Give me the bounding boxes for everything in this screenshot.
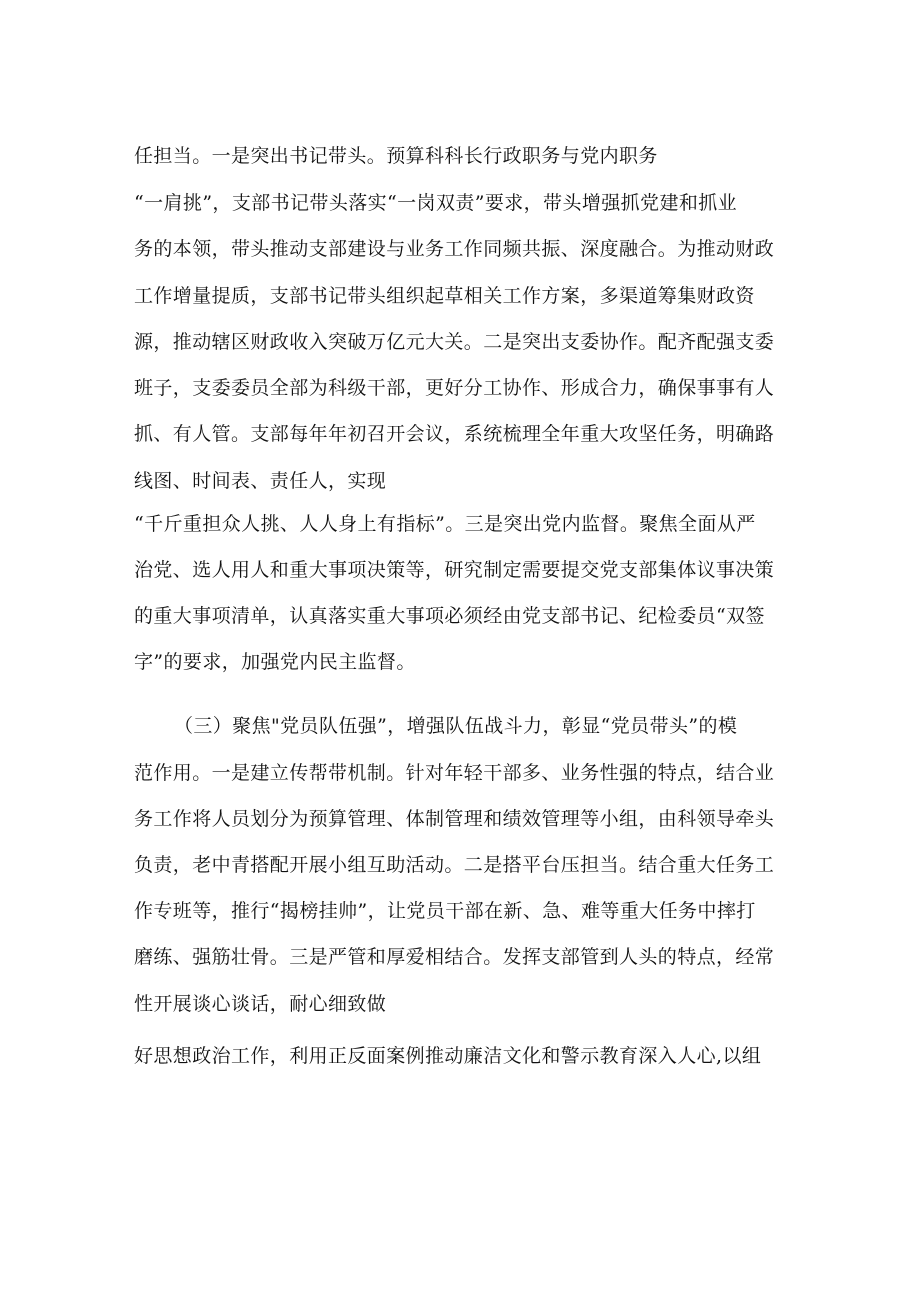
text-line: 源，推动辖区财政收入突破万亿元大关。二是突出支委协作。配齐配强支委: [134, 331, 775, 353]
text-line: 性开展谈心谈话，耐心细致做: [134, 993, 387, 1015]
text-line: 治党、选人用人和重大事项决策等，研究制定需要提交党支部集体议事决策: [134, 559, 775, 581]
text-line: 线图、时间表、责任人，实现: [134, 470, 387, 492]
text-line: 任担当。一是突出书记带头。预算科科长行政职务与党内职务: [134, 145, 658, 167]
text-line: 负责，老中青搭配开展小组互助活动。二是搭平台压担当。结合重大任务工: [134, 854, 775, 876]
text-line: 务的本领，带头推动支部建设与业务工作同频共振、深度融合。为推动财政: [134, 238, 775, 260]
text-line: “千斤重担众人挑、人人身上有指标”。三是突出党内监督。聚焦全面从严: [134, 513, 756, 535]
text-line: 的重大事项清单，认真落实重大事项必须经由党支部书记、纪检委员“双签: [134, 605, 765, 627]
text-line: 班子，支委委员全部为科级干部，更好分工协作、形成合力，确保事事有人: [134, 377, 775, 399]
text-line: “一肩挑”，支部书记带头落实“一岗双责”要求，带头增强抓党建和抓业: [134, 192, 738, 214]
text-line: 务工作将人员划分为预算管理、体制管理和绩效管理等小组，由科领导牵头: [134, 808, 775, 830]
text-line: 抓、有人管。支部每年年初召开会议，系统梳理全年重大攻坚任务，明确路: [134, 423, 775, 445]
text-line: 作专班等，推行“揭榜挂帅”，让党员干部在新、急、难等重大任务中摔打: [134, 900, 756, 922]
text-line: 磨练、强筋壮骨。三是严管和厚爱相结合。发挥支部管到人头的特点，经常: [134, 946, 775, 968]
text-line: 范作用。一是建立传帮带机制。针对年轻干部多、业务性强的特点，结合业: [134, 762, 775, 784]
text-line: 字”的要求，加强党内民主监督。: [134, 651, 416, 673]
text-line: 工作增量提质，支部书记带头组织起草相关工作方案，多渠道筹集财政资: [134, 285, 755, 307]
text-line: 好思想政治工作，利用正反面案例推动廉洁文化和警示教育深入人心,以组: [134, 1045, 762, 1067]
section-heading-line: （三）聚焦"党员队伍强”，增强队伍战斗力，彰显“党员带头”的模: [174, 715, 738, 737]
